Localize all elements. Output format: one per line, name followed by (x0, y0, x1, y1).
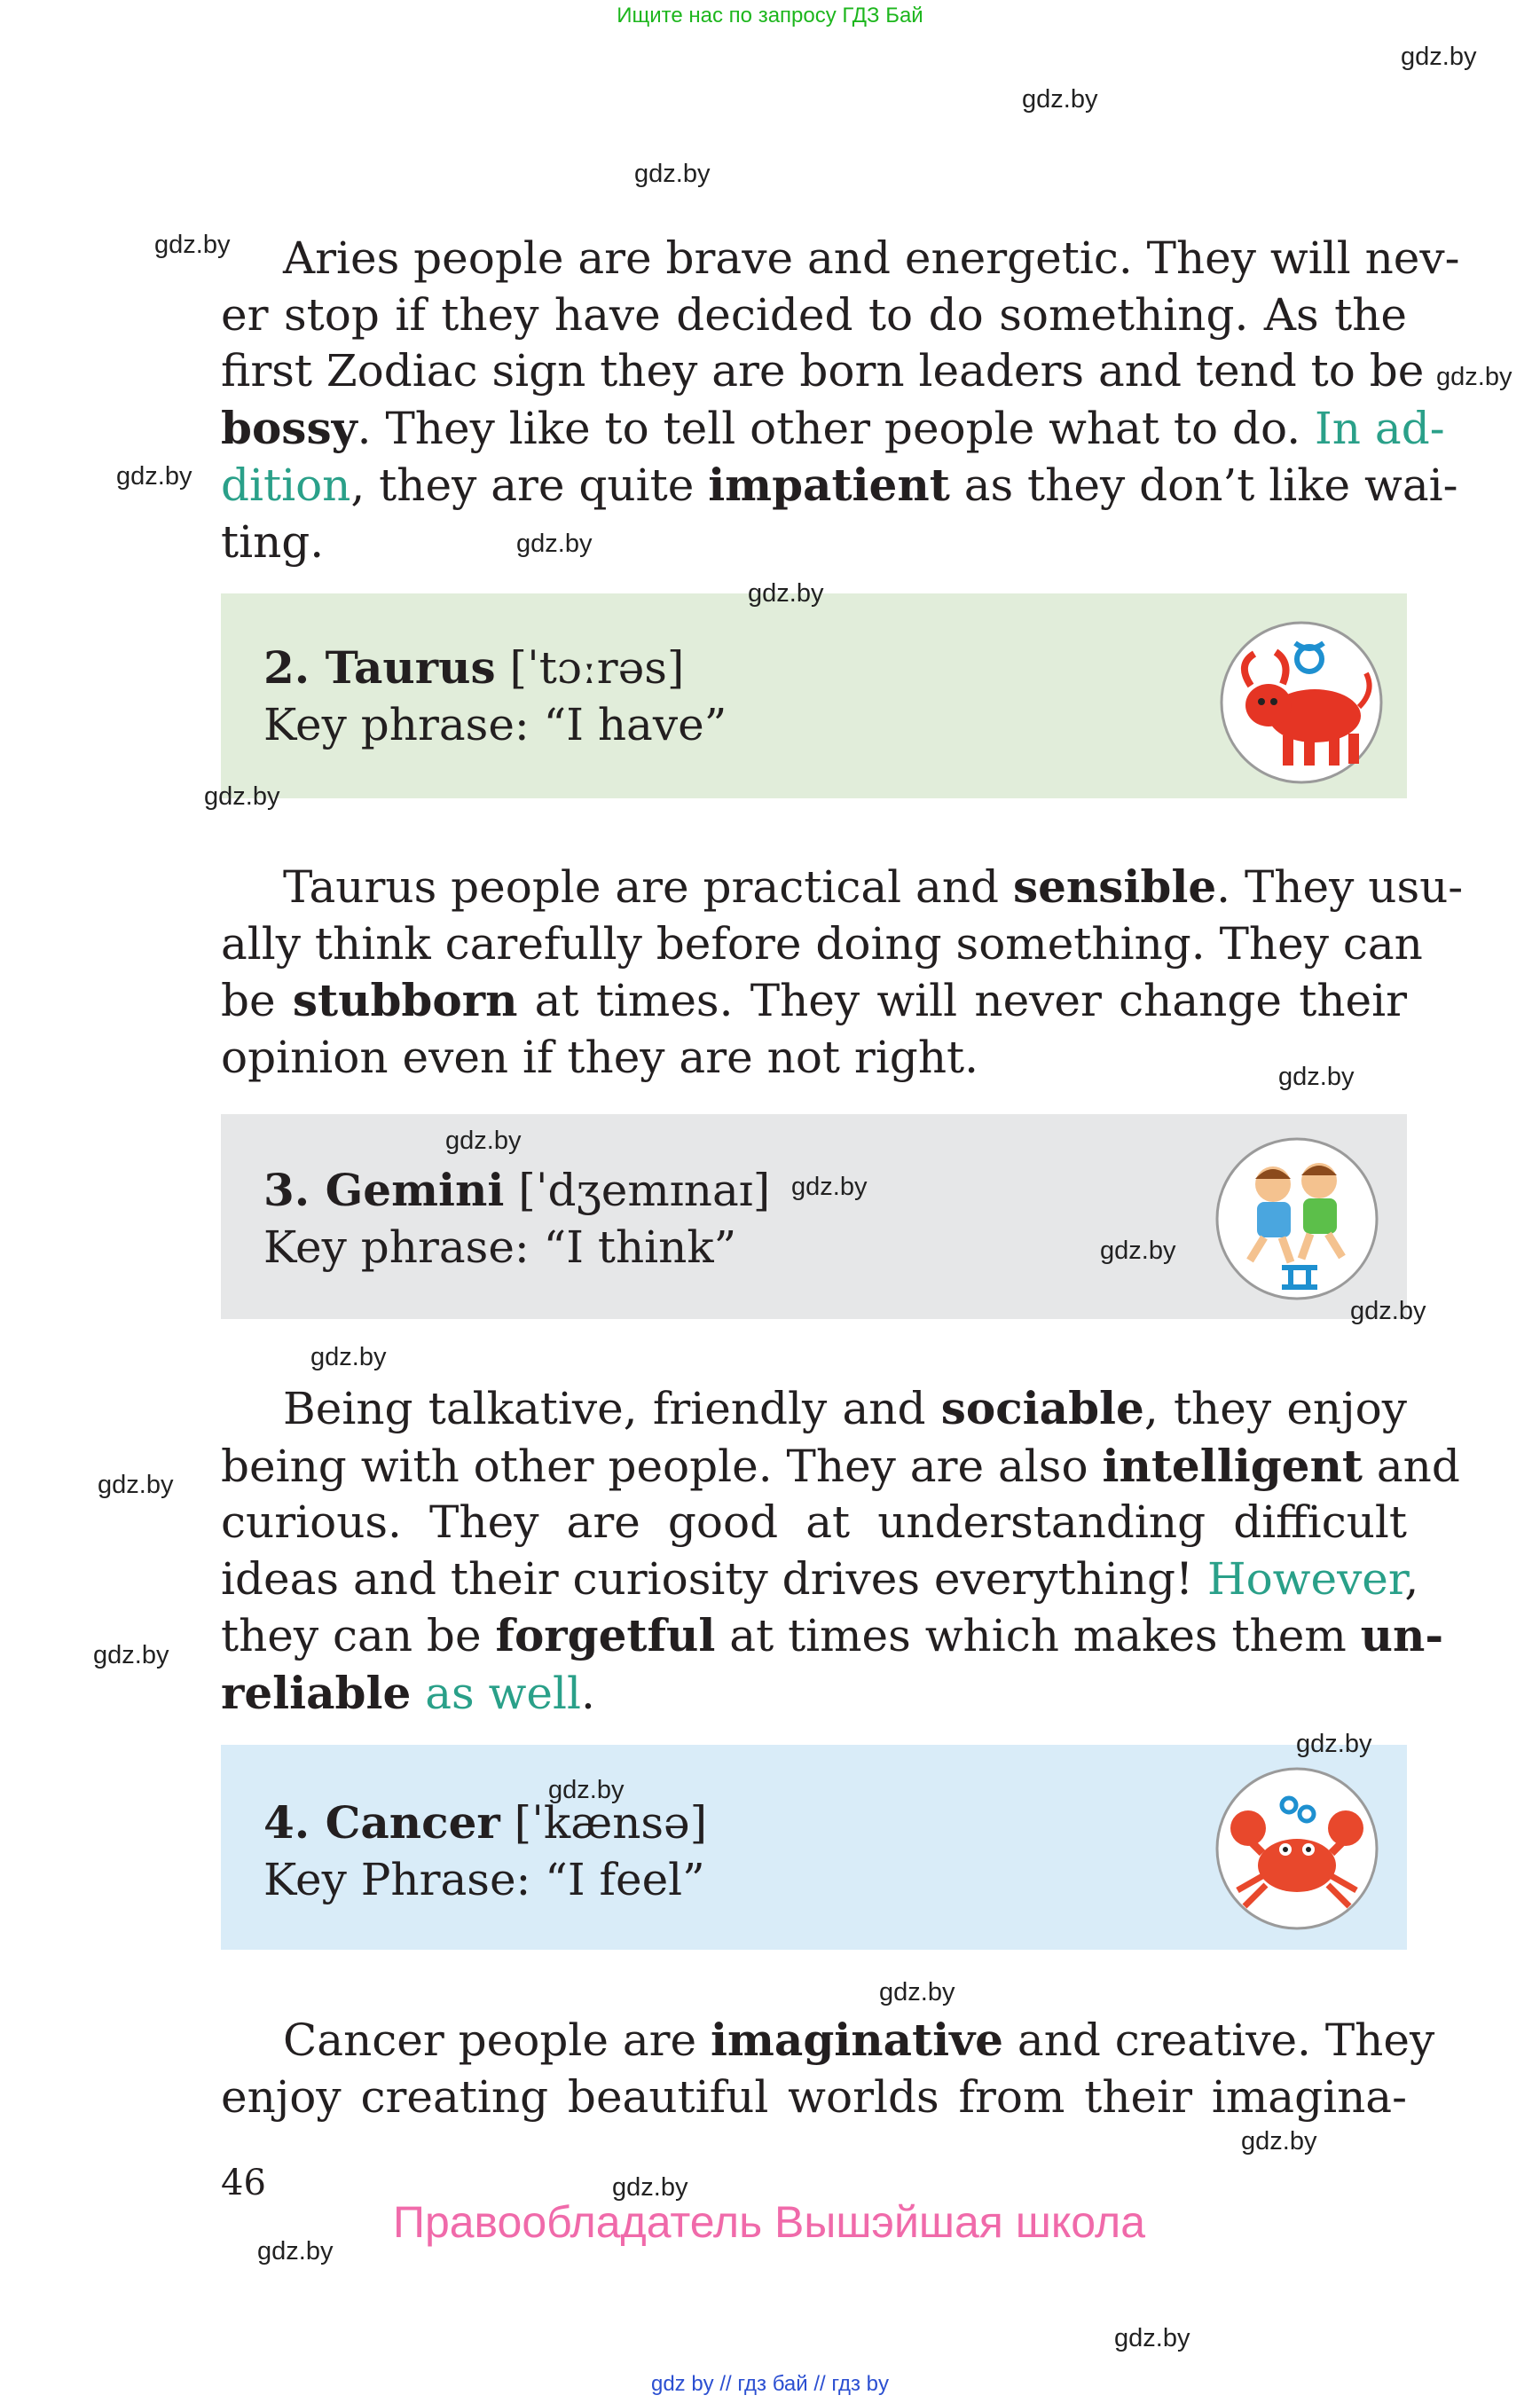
text-line (221, 1438, 1460, 1496)
text-span: Taurus people are practical and (283, 861, 1013, 913)
text-line: opinion even if they are not right. (221, 1031, 979, 1083)
watermark: gdz.by (1114, 2324, 1190, 2352)
watermark: gdz.by (548, 1776, 625, 1804)
watermark: gdz.by (1401, 43, 1477, 71)
watermark: gdz.by (204, 782, 280, 811)
sign-name: 3. Gemini (263, 1164, 505, 1216)
taurus-title (263, 640, 684, 696)
keyword-sociable: sociable (940, 1382, 1144, 1434)
watermark: gdz.by (116, 462, 192, 491)
text-span: they can be (221, 1610, 496, 1661)
cancer-paragraph (221, 2012, 1435, 2125)
text-span: at times which makes them (715, 1610, 1361, 1661)
watermark: gdz.by (257, 2237, 334, 2266)
rights-holder: Правообладатель Вышэйшая школа (393, 2197, 1145, 2247)
watermark: gdz.by (1241, 2127, 1317, 2156)
text-span: , they enjoy (1143, 1383, 1407, 1434)
watermark: gdz.by (93, 1641, 169, 1669)
text-span: . (580, 1667, 595, 1719)
gemini-paragraph (221, 1380, 1460, 1722)
watermark: gdz.by (748, 579, 824, 608)
cancer-header-box (221, 1745, 1407, 1950)
gemini-key-phrase: Key phrase: “I think” (263, 1221, 737, 1273)
text-line: er stop if they have decided to do something. As the (221, 288, 1407, 341)
text-span: . They like to tell other people what to do. (357, 402, 1316, 454)
keyword-stubborn: stubborn (292, 974, 518, 1026)
linking-phrase: In ad- (1315, 402, 1445, 454)
taurus-header-box (221, 593, 1407, 798)
text-span (411, 1668, 425, 1719)
text-line (221, 972, 1407, 1030)
gemini-twins-icon (1214, 1136, 1379, 1301)
watermark: gdz.by (634, 160, 711, 188)
sign-name: 2. Taurus (263, 641, 496, 694)
keyword-imaginative: imaginative (711, 2014, 1003, 2066)
watermark: gdz.by (310, 1343, 387, 1371)
linking-phrase: dition (221, 459, 351, 511)
watermark: gdz.by (791, 1173, 868, 1201)
keyword-intelligent: intelligent (1102, 1439, 1363, 1492)
text-line: Aries people are brave and energetic. They will nev- (283, 232, 1460, 284)
watermark: gdz.by (516, 530, 593, 558)
keyword-reliable: reliable (221, 1666, 412, 1719)
text-line (221, 1380, 1407, 1438)
footer-links: gdz by // гдз бай // гдз by (650, 2372, 890, 2396)
cancer-title (263, 1794, 707, 1851)
sign-name: 4. Cancer (263, 1796, 500, 1849)
text-line: ting. (221, 515, 325, 568)
watermark: gdz.by (879, 1978, 955, 2006)
taurus-key-phrase: Key phrase: “I have” (263, 699, 727, 750)
text-span: at times. They will never change their (517, 975, 1408, 1026)
text-span: as they don’t like wai- (949, 459, 1458, 511)
text-span: . They usu- (1216, 861, 1464, 913)
text-span: be (221, 975, 293, 1026)
watermark: gdz.by (612, 2173, 688, 2202)
pronunciation: [ˈkænsə] (499, 1797, 708, 1849)
taurus-bull-icon (1219, 620, 1384, 785)
text-line (221, 859, 1464, 916)
text-line (221, 1607, 1444, 1665)
cancer-key-phrase: Key Phrase: “I feel” (263, 1854, 705, 1905)
taurus-paragraph (221, 859, 1464, 1086)
gemini-header-box (221, 1114, 1407, 1319)
text-line (221, 457, 1458, 514)
watermark: gdz.by (154, 231, 231, 259)
text-span: and (1362, 1440, 1460, 1492)
text-line (221, 400, 1445, 458)
keyword-bossy: bossy (221, 401, 358, 454)
text-line (221, 2012, 1435, 2069)
aries-paragraph (221, 231, 1460, 570)
keyword-forgetful: forgetful (495, 1609, 716, 1661)
text-span: Being talkative, friendly and (283, 1383, 941, 1434)
watermark: gdz.by (1100, 1237, 1176, 1265)
watermark: gdz.by (1022, 85, 1098, 114)
text-line: enjoy creating beautiful worlds from their imagina- (221, 2070, 1407, 2123)
text-span: and creative. They (1003, 2014, 1435, 2066)
pronunciation: [ˈdʒemɪnaɪ] (504, 1165, 771, 1216)
linking-phrase: as well (425, 1667, 581, 1719)
watermark: gdz.by (98, 1471, 174, 1499)
text-span: ideas and their curiosity drives everything! (221, 1552, 1207, 1605)
pronunciation: [ˈtɔːrəs] (495, 642, 685, 694)
text-span: , they are quite (350, 459, 709, 511)
gemini-title (263, 1162, 770, 1219)
page-number: 46 (221, 2163, 266, 2203)
text-line: first Zodiac sign they are born leaders and tend to be (221, 345, 1425, 397)
watermark: gdz.by (1296, 1730, 1372, 1758)
watermark: gdz.by (1436, 363, 1512, 391)
watermark: gdz.by (445, 1127, 522, 1155)
keyword-impatient: impatient (708, 459, 950, 511)
top-search-note: Ищите нас по запросу ГДЗ Бай (617, 4, 923, 27)
watermark: gdz.by (1278, 1063, 1355, 1091)
cancer-crab-icon (1214, 1766, 1379, 1931)
text-line (221, 1551, 1419, 1608)
text-span: being with other people. They are also (221, 1440, 1103, 1492)
watermark: gdz.by (1350, 1297, 1426, 1325)
text-line (221, 1665, 1407, 1723)
text-span: Cancer people are (283, 2014, 711, 2066)
keyword-sensible: sensible (1012, 860, 1217, 913)
text-line: ally think carefully before doing something. They can (221, 917, 1423, 970)
linking-phrase: However (1206, 1552, 1405, 1605)
text-line: curious. They are good at understanding difficult (221, 1496, 1407, 1548)
keyword-unreliable-part: un- (1360, 1609, 1444, 1661)
text-span: , (1404, 1552, 1419, 1605)
